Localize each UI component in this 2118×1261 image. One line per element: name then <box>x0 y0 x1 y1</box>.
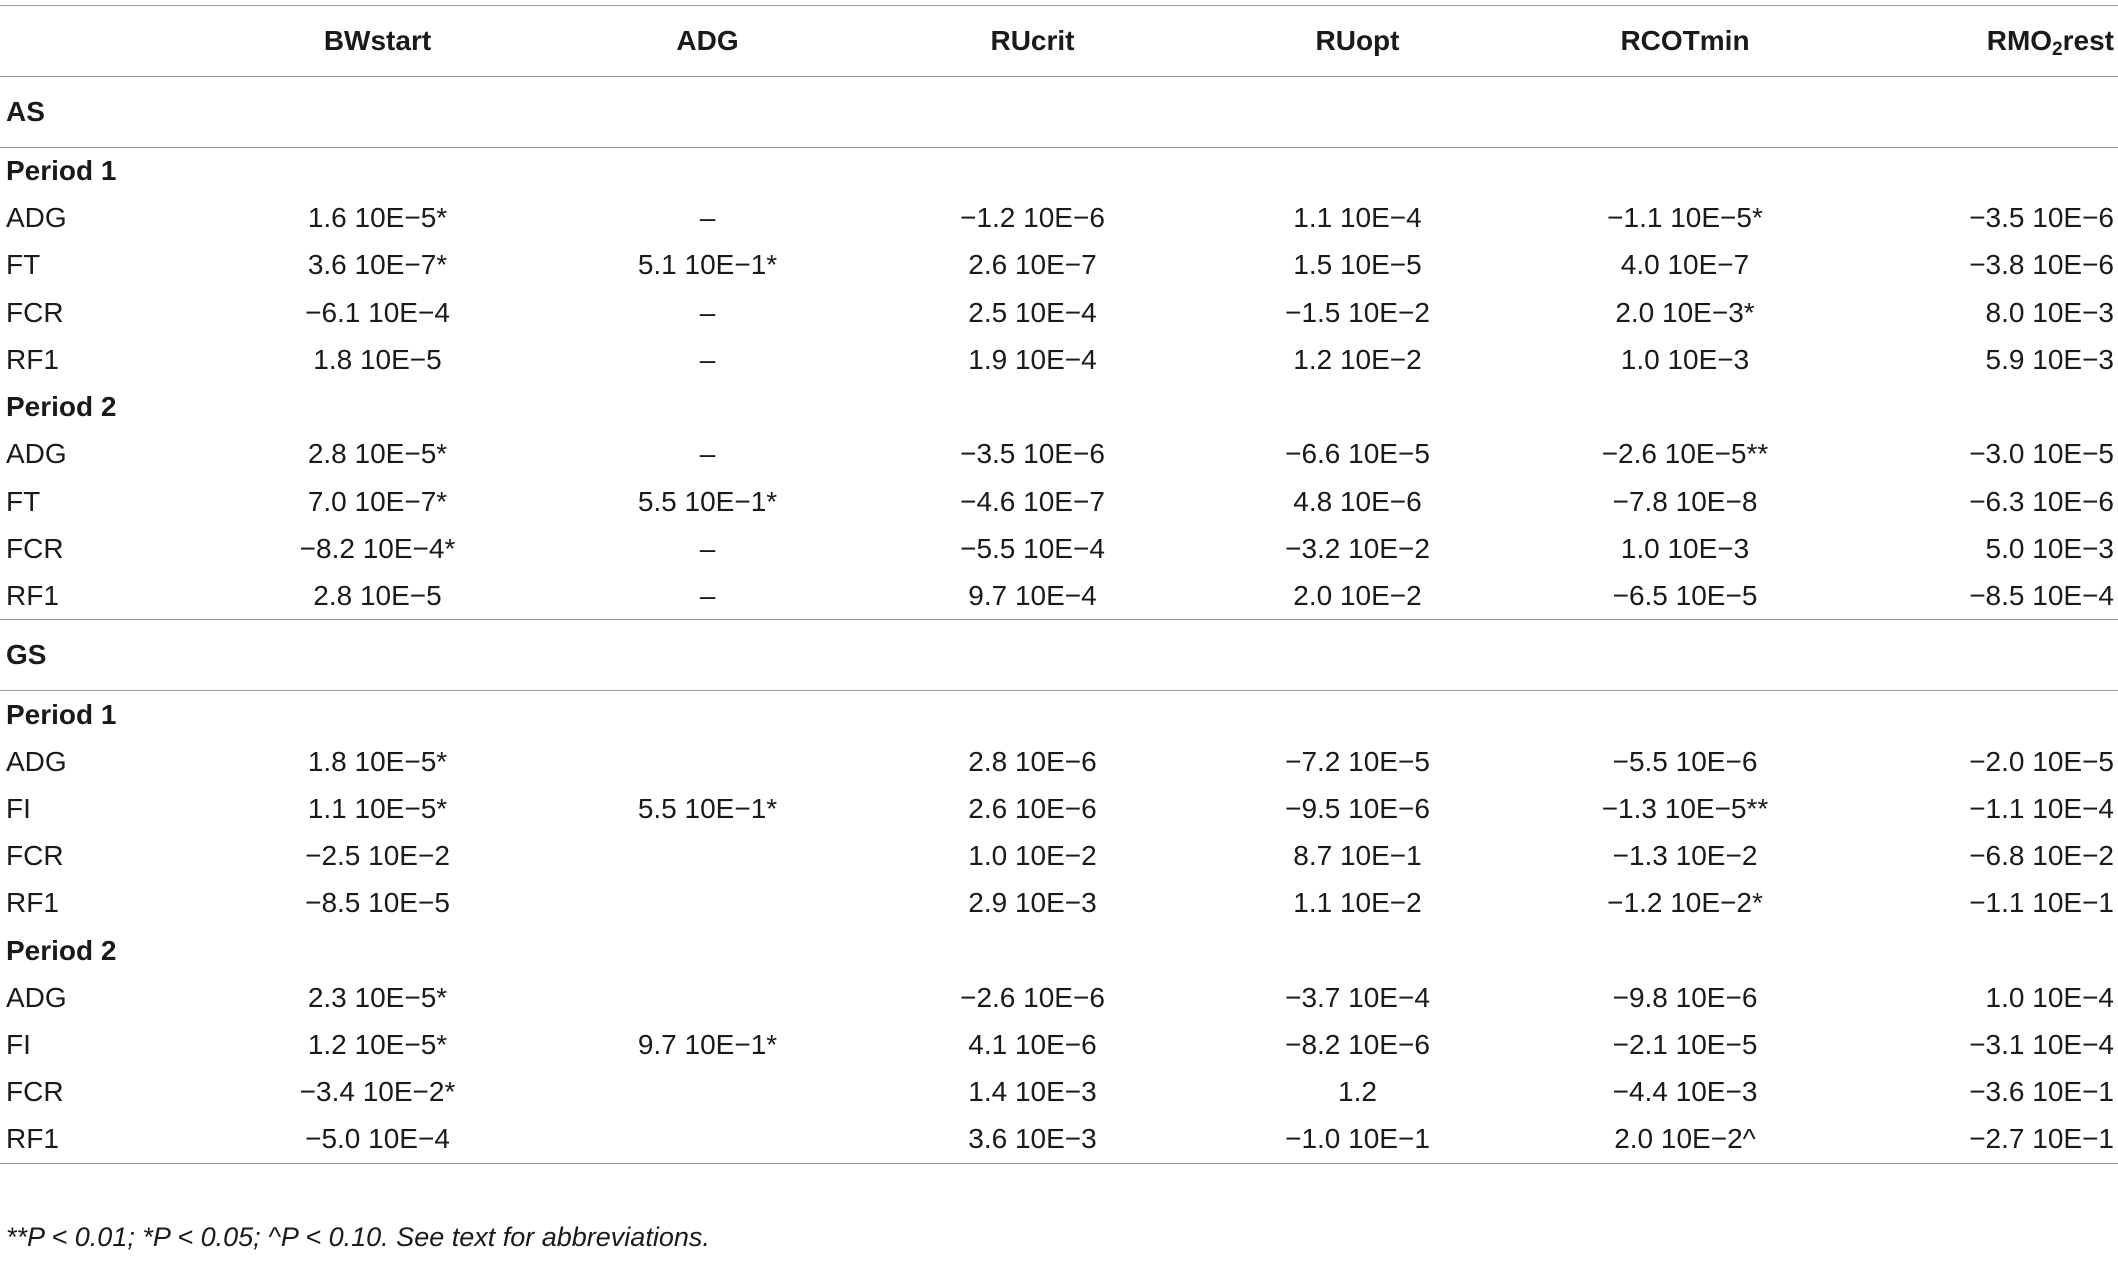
table-cell: −8.2 10E−4* <box>299 532 456 564</box>
table-cell: −1.2 10E−2* <box>1607 887 1763 919</box>
period-label: Period 2 <box>6 934 117 966</box>
table-cell: −6.1 10E−4 <box>305 296 450 328</box>
row-label: FCR <box>6 1076 64 1108</box>
period-label: Period 1 <box>6 155 117 187</box>
table-row <box>0 1116 2118 1163</box>
period-label: Period 1 <box>6 698 117 730</box>
table-cell: −3.1 10E−4 <box>1969 1029 2114 1060</box>
table-cell: – <box>699 202 716 234</box>
row-label: ADG <box>6 438 67 470</box>
table-cell: 2.0 10E−3* <box>1615 296 1755 328</box>
table-cell: 1.6 10E−5* <box>307 202 448 234</box>
table-cell: −6.6 10E−5 <box>1285 438 1430 470</box>
table-cell: −6.5 10E−5 <box>1612 579 1758 611</box>
table-row <box>0 573 2118 620</box>
table-cell: −2.0 10E−5 <box>1969 745 2114 777</box>
section-label: AS <box>6 96 45 127</box>
table-row <box>0 738 2118 785</box>
col-header-rucrit: RUcrit <box>990 25 1075 56</box>
row-label: FCR <box>6 532 64 564</box>
table-cell: −3.7 10E−4 <box>1285 981 1430 1013</box>
table-cell: 5.5 10E−1* <box>637 792 778 824</box>
row-label: RF1 <box>6 887 59 919</box>
table-cell: −2.6 10E−5** <box>1601 438 1769 470</box>
table-cell: 2.8 10E−5* <box>307 438 448 470</box>
table-row <box>0 525 2118 572</box>
table-cell: 1.0 10E−3 <box>1620 532 1750 564</box>
table-row <box>0 242 2118 289</box>
table-cell: −1.1 10E−1 <box>1969 887 2114 919</box>
table-cell: 1.0 10E−3 <box>1620 344 1750 376</box>
table-cell: −9.8 10E−6 <box>1612 981 1758 1013</box>
table-cell <box>545 832 870 879</box>
table-cell <box>545 1069 870 1116</box>
table-cell: −3.0 10E−5 <box>1969 438 2114 470</box>
table-cell: 2.5 10E−4 <box>968 296 1097 328</box>
table-cell: −1.3 10E−5** <box>1601 792 1769 824</box>
table-cell: 8.7 10E−1 <box>1293 840 1422 872</box>
table-cell: – <box>699 579 716 611</box>
table-cell: 9.7 10E−4 <box>968 579 1097 611</box>
table-cell: −3.5 10E−6 <box>960 438 1105 470</box>
table-row <box>0 478 2118 525</box>
table-cell: −5.5 10E−6 <box>1612 745 1758 777</box>
table-body <box>0 77 2118 1164</box>
row-label: ADG <box>6 202 67 234</box>
row-label: RF1 <box>6 1123 59 1155</box>
table-cell: 1.2 10E−2 <box>1293 344 1422 376</box>
period-row <box>0 384 2118 431</box>
table-cell: 2.0 10E−2 <box>1293 579 1422 611</box>
table-cell: 5.1 10E−1* <box>637 249 778 281</box>
table-cell: 1.9 10E−4 <box>968 344 1097 376</box>
table-cell: 3.6 10E−3 <box>968 1123 1097 1155</box>
table-cell: – <box>699 532 716 564</box>
table-cell: 1.2 <box>1338 1076 1377 1108</box>
table-row <box>0 1021 2118 1068</box>
section-row <box>0 620 2118 691</box>
table-cell: −4.4 10E−3 <box>1612 1076 1758 1108</box>
table-row <box>0 832 2118 879</box>
table-cell: 1.0 10E−2 <box>968 840 1097 872</box>
col-header-rcotmin: RCOTmin <box>1620 25 1750 56</box>
table-cell: 2.0 10E−2^ <box>1614 1123 1756 1155</box>
table-cell: −5.0 10E−4 <box>305 1123 450 1155</box>
correlation-table <box>0 5 2118 1164</box>
table-cell: −1.5 10E−2 <box>1285 296 1430 328</box>
table-footnote: **P < 0.01; *P < 0.05; ^P < 0.10. See text for abbreviations. <box>6 1222 710 1252</box>
period-row <box>0 927 2118 974</box>
table-cell: −2.6 10E−6 <box>960 981 1105 1013</box>
table-row <box>0 289 2118 336</box>
table-cell: −6.8 10E−2 <box>1969 840 2114 872</box>
table-cell: 5.5 10E−1* <box>637 485 778 517</box>
table-row <box>0 974 2118 1021</box>
table-cell: −3.2 10E−2 <box>1285 532 1430 564</box>
table-cell: −9.5 10E−6 <box>1285 792 1430 824</box>
table-row <box>0 195 2118 242</box>
section-label: GS <box>6 639 47 671</box>
table-cell <box>545 1116 870 1163</box>
table-cell: −1.1 10E−5* <box>1607 202 1763 234</box>
table-cell: −1.3 10E−2 <box>1612 840 1758 872</box>
col-header-adg: ADG <box>676 25 739 56</box>
col-header-rmo2rest <box>1850 6 2118 77</box>
table-cell: 1.1 10E−2 <box>1293 887 1422 919</box>
row-label: FCR <box>6 296 64 328</box>
table-row <box>0 336 2118 383</box>
table-cell: 2.8 10E−5 <box>313 579 442 611</box>
table-cell: – <box>699 344 716 376</box>
table-cell: 1.0 10E−4 <box>1985 981 2114 1013</box>
table-cell: 9.7 10E−1* <box>637 1029 778 1060</box>
table-cell: 1.2 10E−5* <box>307 1029 448 1060</box>
table-cell: 1.1 10E−4 <box>1293 202 1422 234</box>
row-label: FI <box>6 792 31 824</box>
table-cell: – <box>699 438 716 470</box>
row-label: FI <box>6 1029 31 1060</box>
row-label: ADG <box>6 745 67 777</box>
table-cell: −2.7 10E−1 <box>1969 1123 2114 1155</box>
table-cell: 2.3 10E−5* <box>307 981 448 1013</box>
table-cell: −7.8 10E−8 <box>1612 485 1758 517</box>
table-cell: 2.6 10E−6 <box>968 792 1097 824</box>
header-row <box>0 6 2118 77</box>
table-cell: −3.5 10E−6 <box>1969 202 2114 234</box>
table-cell: 1.4 10E−3 <box>968 1076 1097 1108</box>
row-label: RF1 <box>6 344 59 376</box>
table-cell: 4.1 10E−6 <box>968 1029 1097 1060</box>
row-label: FCR <box>6 840 64 872</box>
table-cell: 4.0 10E−7 <box>1620 249 1750 281</box>
table-cell: −2.1 10E−5 <box>1612 1029 1758 1060</box>
table-cell: 1.5 10E−5 <box>1293 249 1422 281</box>
table-cell: −8.5 10E−5 <box>305 887 450 919</box>
section-row <box>0 77 2118 148</box>
table-row <box>0 785 2118 832</box>
table-cell: −8.5 10E−4 <box>1969 579 2114 611</box>
table-cell <box>545 880 870 927</box>
table-cell: −2.5 10E−2 <box>305 840 450 872</box>
table-cell: 1.8 10E−5* <box>307 745 448 777</box>
table-row <box>0 431 2118 478</box>
period-row <box>0 691 2118 738</box>
table-cell <box>545 974 870 1021</box>
table-cell: −6.3 10E−6 <box>1969 485 2114 517</box>
table-cell: 2.9 10E−3 <box>968 887 1097 919</box>
row-label: RF1 <box>6 579 59 611</box>
col-header-rmo2rest-tail: rest <box>2062 25 2114 56</box>
table-cell: −1.1 10E−4 <box>1969 792 2114 824</box>
table-cell: 8.0 10E−3 <box>1985 296 2114 328</box>
table-cell: 5.0 10E−3 <box>1985 532 2114 564</box>
table-cell: −5.5 10E−4 <box>960 532 1105 564</box>
table-cell: −4.6 10E−7 <box>960 485 1105 517</box>
table-cell: −8.2 10E−6 <box>1285 1029 1430 1060</box>
table-cell: 1.1 10E−5* <box>307 792 448 824</box>
table-cell: 7.0 10E−7* <box>307 485 448 517</box>
table-cell: 5.9 10E−3 <box>1985 344 2114 376</box>
table-cell: −7.2 10E−5 <box>1285 745 1430 777</box>
row-label: ADG <box>6 981 67 1013</box>
header-corner <box>0 6 210 77</box>
table-cell: −3.4 10E−2* <box>299 1076 456 1108</box>
col-header-rmo2rest-sub: 2 <box>2052 39 2063 60</box>
row-label: FT <box>6 249 41 281</box>
table-cell: −1.2 10E−6 <box>960 202 1105 234</box>
col-header-rmo2rest-main: RMO <box>1986 25 2053 56</box>
table-row <box>0 1069 2118 1116</box>
table-cell: −3.8 10E−6 <box>1969 249 2114 281</box>
table-cell: 3.6 10E−7* <box>307 249 448 281</box>
row-label: FT <box>6 485 41 517</box>
table-cell: −3.6 10E−1 <box>1969 1076 2114 1108</box>
col-header-bwstart: BWstart <box>323 25 432 56</box>
table-cell: 2.6 10E−7 <box>968 249 1097 281</box>
table-cell: 2.8 10E−6 <box>968 745 1097 777</box>
period-row <box>0 148 2118 195</box>
table-row <box>0 880 2118 927</box>
table-cell: 1.8 10E−5 <box>313 344 442 376</box>
table-cell: 4.8 10E−6 <box>1293 485 1422 517</box>
col-header-ruopt: RUopt <box>1315 25 1400 56</box>
table-cell: −1.0 10E−1 <box>1285 1123 1430 1155</box>
table-cell <box>545 738 870 785</box>
table-cell: – <box>699 296 716 328</box>
period-label: Period 2 <box>6 391 117 423</box>
